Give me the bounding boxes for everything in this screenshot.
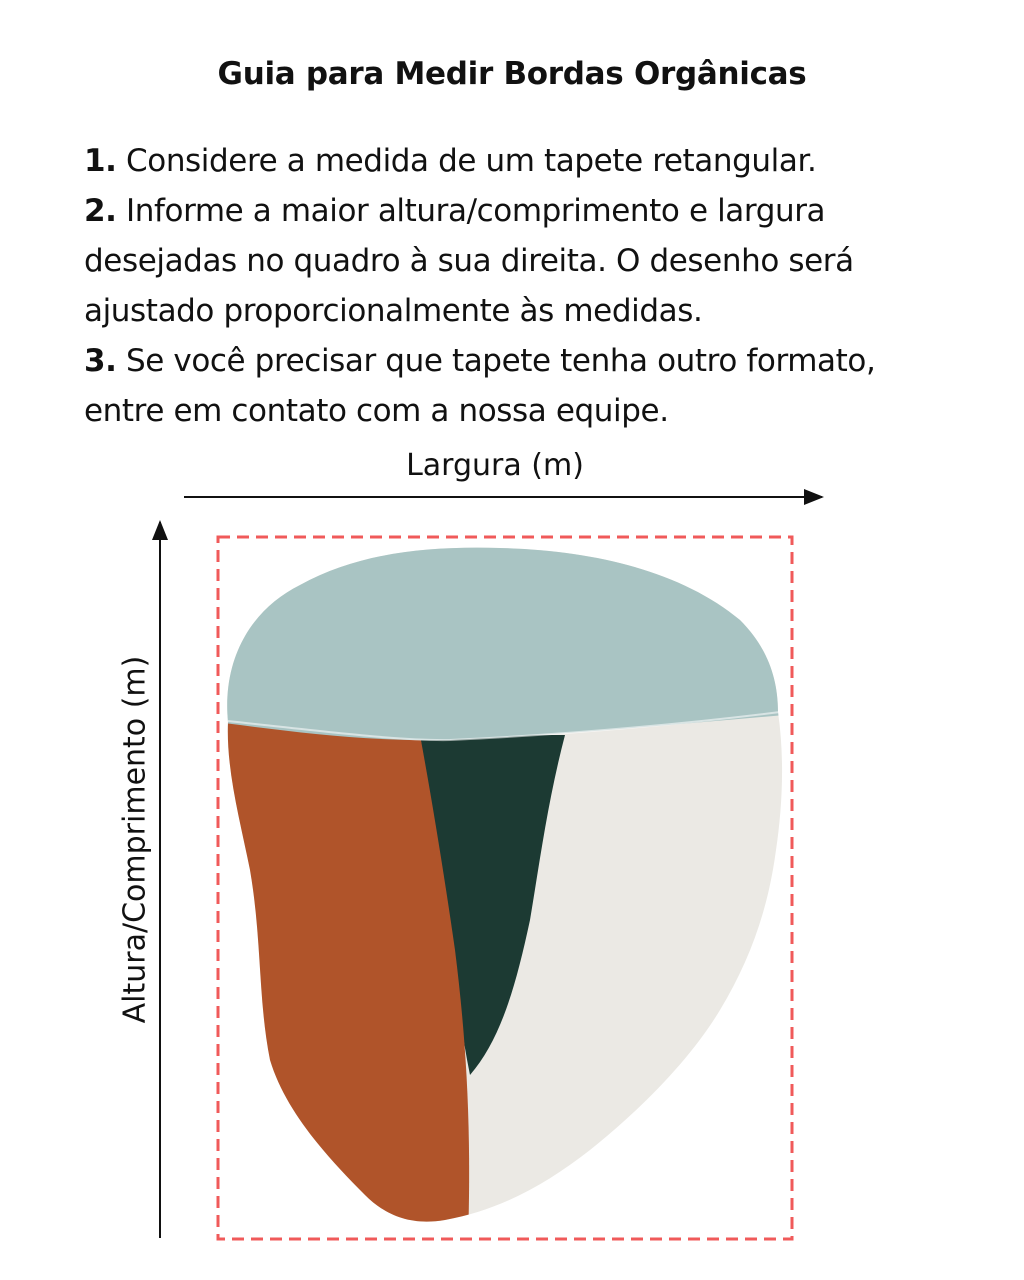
rug-left-panel (200, 720, 469, 1240)
page-title: Guia para Medir Bordas Orgânicas (217, 56, 807, 92)
step-1-text: Considere a medida de um tapete retangular. (116, 143, 817, 179)
width-label: Largura (m) (406, 448, 584, 483)
step-2-number: 2. (84, 193, 117, 229)
organic-rug (200, 520, 820, 1250)
step-2-text: Informe a maior altura/comprimento e largura desejadas no quadro à sua direita. O desenho será ajustado proporcionalmente às medidas. (84, 193, 854, 329)
step-3-text: Se você precisar que tapete tenha outro formato, entre em contato com a nossa equipe. (84, 343, 876, 429)
rug-top-panel (200, 520, 820, 740)
step-1-number: 1. (84, 143, 117, 179)
step-3-number: 3. (84, 343, 117, 379)
height-label: Altura/Comprimento (m) (117, 655, 153, 1024)
